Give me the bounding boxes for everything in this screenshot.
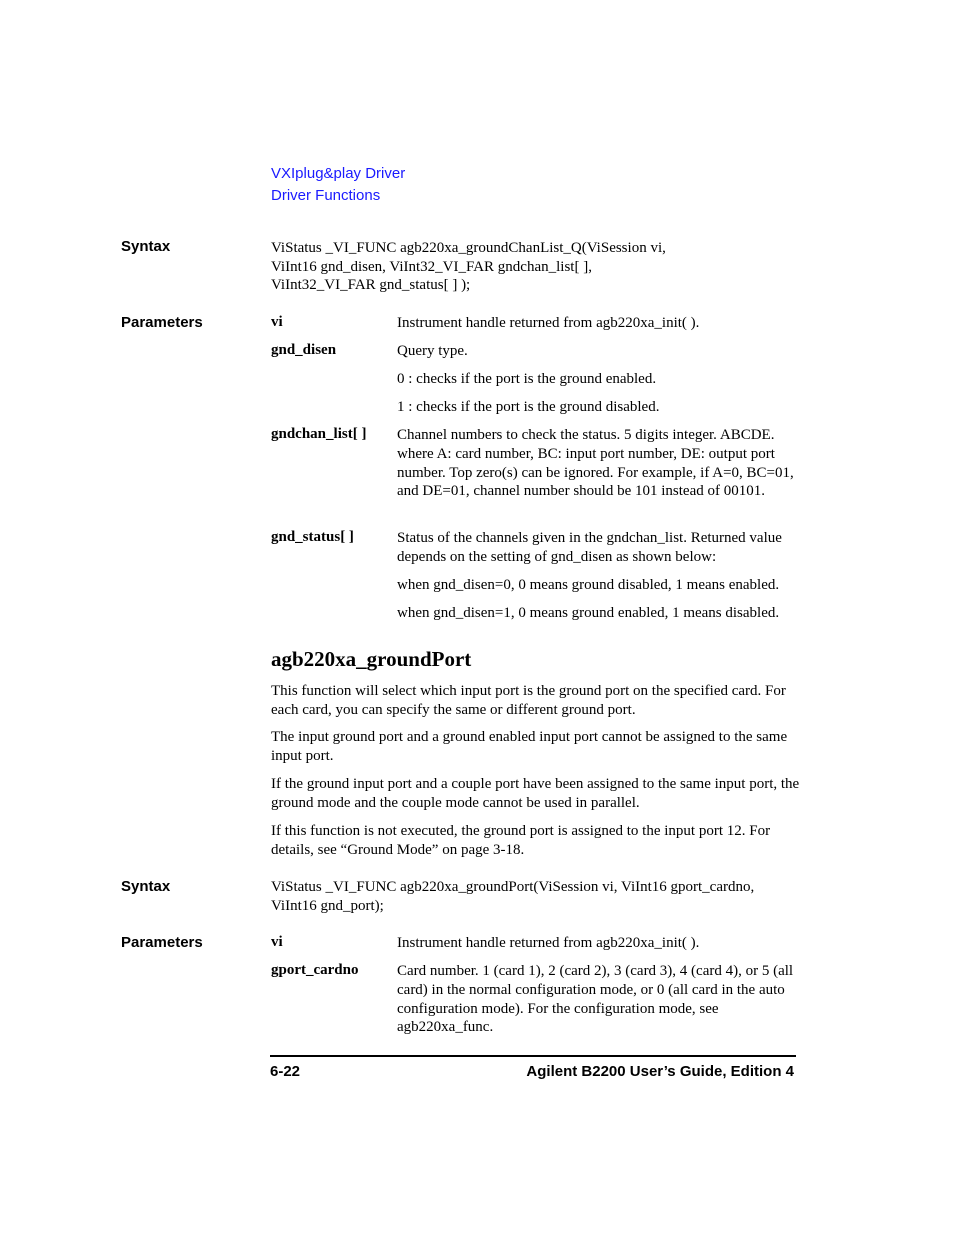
page-number: 6-22: [270, 1063, 301, 1080]
syntax-line: ViInt16 gnd_port);: [271, 898, 384, 914]
param-desc: Channel numbers to check the status. 5 digits integer. ABCDE. where A: card number, BC: input port number, DE: output port number. Top zero(s) can be ignored. For example, if A=0, BC=01, and DE=01, channel number should be 101 instead of 00101.: [397, 427, 794, 500]
syntax-label: Syntax: [121, 238, 171, 255]
param-desc: 1 : checks if the port is the ground disabled.: [397, 399, 660, 415]
syntax-line: ViStatus _VI_FUNC agb220xa_groundChanList_Q(ViSession vi,: [271, 240, 666, 256]
breadcrumb-link-functions[interactable]: Driver Functions: [271, 187, 381, 204]
parameters-label: Parameters: [121, 314, 203, 331]
section-heading: agb220xa_groundPort: [271, 647, 472, 671]
param-desc: 0 : checks if the port is the ground enabled.: [397, 371, 657, 387]
param-name: gport_cardno: [271, 962, 359, 978]
param-name: vi: [271, 934, 283, 950]
param-name: gndchan_list[ ]: [271, 426, 367, 442]
param-name: vi: [271, 314, 283, 330]
syntax-line: ViStatus _VI_FUNC agb220xa_groundPort(ViSession vi, ViInt16 gport_cardno,: [271, 879, 755, 895]
param-desc: Status of the channels given in the gndchan_list. Returned value depends on the setting of gnd_disen as shown below:: [397, 530, 782, 565]
param-desc: Instrument handle returned from agb220xa_init( ).: [397, 315, 700, 331]
body-paragraph: If this function is not executed, the ground port is assigned to the input port 12. For details, see “Ground Mode” on page 3-18.: [271, 823, 771, 858]
param-desc: when gnd_disen=0, 0 means ground disabled, 1 means enabled.: [397, 577, 780, 593]
syntax-line: ViInt16 gnd_disen, ViInt32_VI_FAR gndchan_list[ ],: [271, 259, 592, 275]
breadcrumb-link-driver[interactable]: VXIplug&play Driver: [271, 165, 406, 182]
body-paragraph: If the ground input port and a couple port have been assigned to the same input port, the ground mode and the couple mode cannot be used in parallel.: [271, 776, 800, 811]
syntax-line: ViInt32_VI_FAR gnd_status[ ] );: [271, 277, 471, 293]
param-desc: when gnd_disen=1, 0 means ground enabled, 1 means disabled.: [397, 605, 780, 621]
param-desc: Instrument handle returned from agb220xa_init( ).: [397, 935, 700, 951]
param-desc: Card number. 1 (card 1), 2 (card 2), 3 (card 3), 4 (card 4), or 5 (all card) in the normal configuration mode, or 0 (all card in the auto configuration mode). For the configuration mode, see agb220xa_func.: [397, 963, 794, 1036]
parameters-label: Parameters: [121, 934, 203, 951]
body-paragraph: The input ground port and a ground enabled input port cannot be assigned to the same input port.: [271, 729, 788, 764]
param-name: gnd_disen: [271, 342, 337, 358]
param-desc: Query type.: [397, 343, 468, 359]
guide-title: Agilent B2200 User’s Guide, Edition 4: [526, 1063, 794, 1080]
param-name: gnd_status[ ]: [271, 529, 354, 545]
syntax-label: Syntax: [121, 878, 171, 895]
footer-rule: [270, 1055, 796, 1057]
body-paragraph: This function will select which input port is the ground port on the specified card. For each card, you can specify the same or different ground port.: [271, 683, 786, 718]
